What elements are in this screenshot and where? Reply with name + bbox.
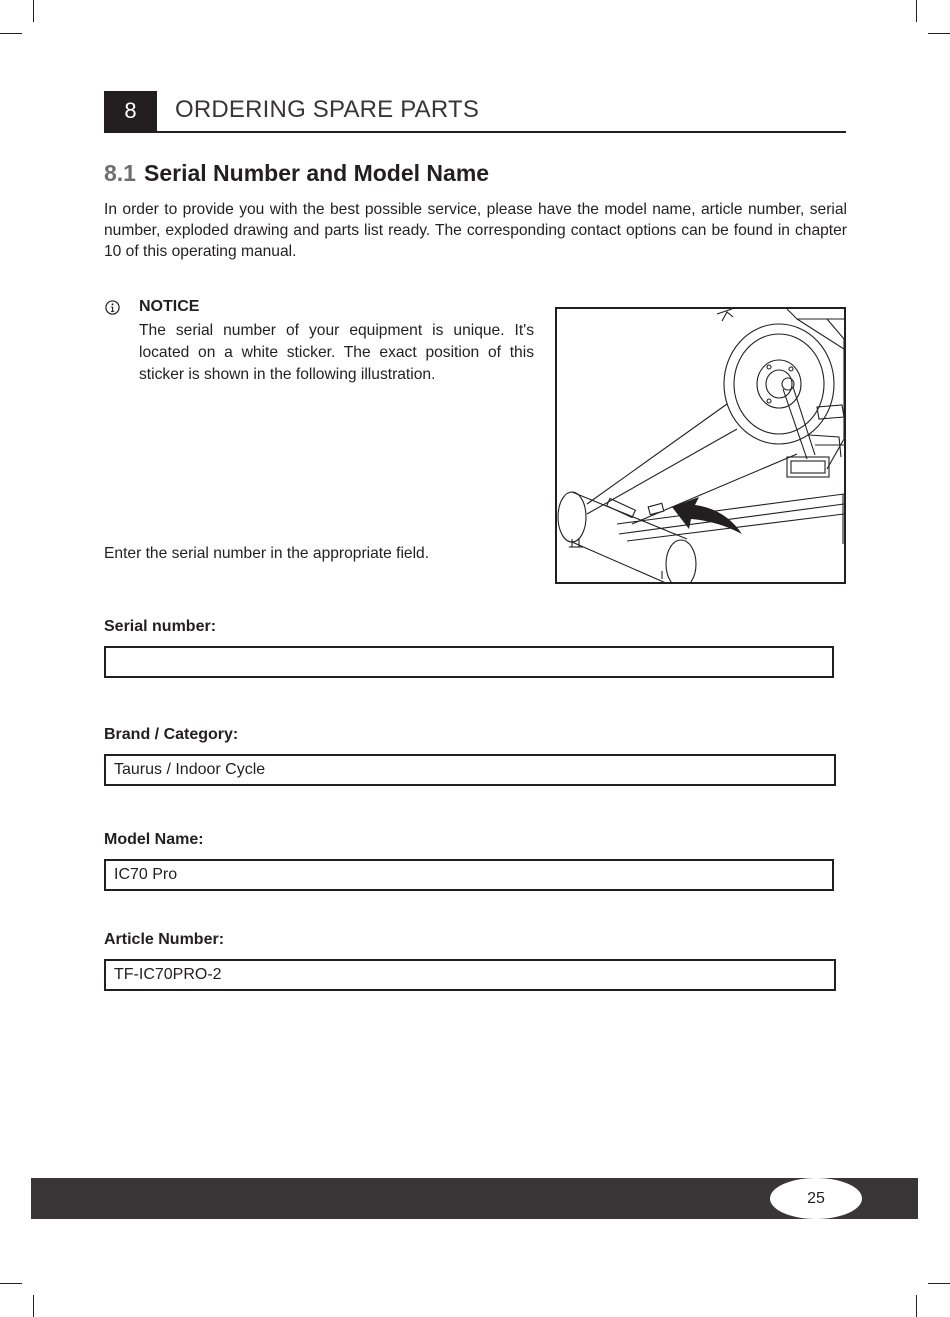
- crop-mark: [928, 1283, 950, 1284]
- intro-paragraph: In order to provide you with the best possible service, please have the model name, article number, serial number, exploded drawing and parts list ready. The corresponding contact options can be found in chapter 10 of this operating manual.: [104, 201, 847, 260]
- section-title: Serial Number and Model Name: [143, 160, 490, 186]
- info-icon: [105, 300, 120, 315]
- section-number: 8.1: [104, 160, 136, 186]
- article-number-field[interactable]: TF-IC70PRO-2: [104, 959, 836, 991]
- instruction-text: Enter the serial number in the appropriate field.: [104, 545, 430, 562]
- serial-number-field[interactable]: [104, 646, 834, 678]
- brand-category-field[interactable]: Taurus / Indoor Cycle: [104, 754, 836, 786]
- sticker-location-illustration: [555, 307, 846, 584]
- crop-mark: [928, 33, 950, 34]
- chapter-title: ORDERING SPARE PARTS: [175, 96, 480, 123]
- crop-mark: [33, 1295, 34, 1317]
- crop-mark: [0, 33, 22, 34]
- brand-category-label: Brand / Category:: [104, 726, 239, 743]
- notice-title: NOTICE: [139, 298, 200, 315]
- section-heading: [104, 160, 489, 187]
- serial-number-label: Serial number:: [104, 618, 217, 635]
- model-name-label: Model Name:: [104, 831, 204, 848]
- crop-mark: [33, 0, 34, 22]
- bike-frame-drawing: [557, 309, 844, 582]
- notice-text: The serial number of your equipment is unique. It's located on a white sticker. The exact position of this sticker is shown in the following illustration.: [139, 322, 534, 383]
- crop-mark: [916, 1295, 917, 1317]
- article-number-label: Article Number:: [104, 931, 225, 948]
- crop-mark: [916, 0, 917, 22]
- crop-mark: [0, 1283, 22, 1284]
- model-name-field[interactable]: IC70 Pro: [104, 859, 834, 891]
- chapter-header: [104, 91, 846, 133]
- chapter-number: 8: [104, 91, 157, 131]
- page-number: 25: [770, 1178, 862, 1219]
